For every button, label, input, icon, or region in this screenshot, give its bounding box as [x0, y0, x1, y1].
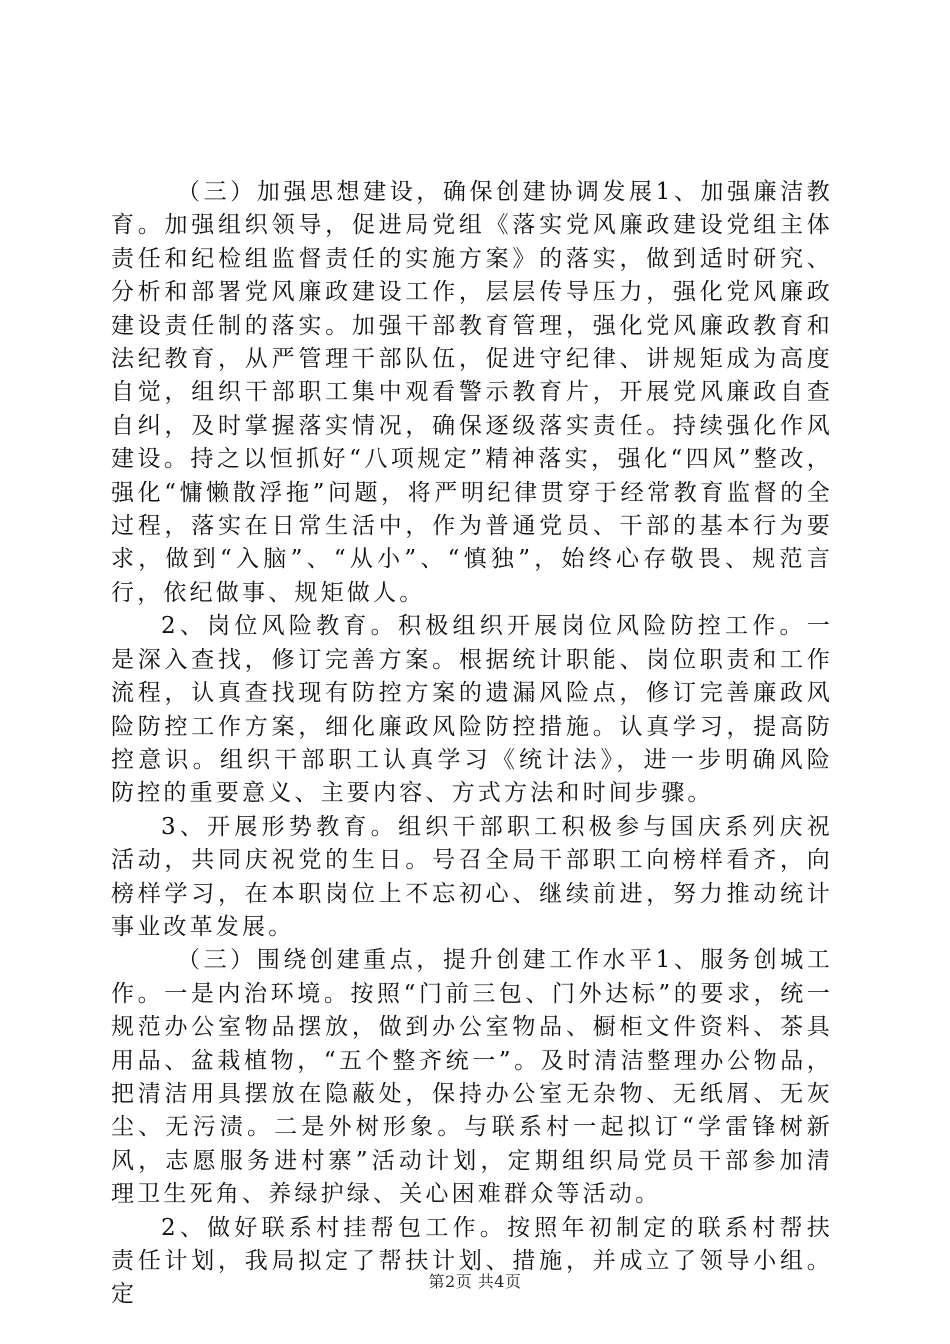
page-number-footer: 第2页 共4页 [428, 1272, 522, 1291]
paragraph-creation-focus: （三）围绕创建重点，提升创建工作水平1、服务创城工作。一是内治环境。按照“门前三包、门外达标”的要求，统一规范办公室物品摆放，做到办公室物品、橱柜文件资料、茶具用品、盆栽植物，“五个整齐统一”。及时清洁整理办公物品，把清洁用具摆放在隐蔽处，保持办公室无杂物、无纸屑、无灰尘、无污渍。二是外树形象。与联系村一起拟订“学雷锋树新风，志愿服务进村寨”活动计划，定期组织局党员干部参加清理卫生死角、养绿护绿、关心困难群众等活动。 [111, 947, 833, 1208]
paragraph-village-support: 2、做好联系村挂帮包工作。按照年初制定的联系村帮扶责任计划，我局拟定了帮扶计划、措施，并成立了领导小组。定 [111, 1214, 833, 1308]
paragraph-situation-education: 3、开展形势教育。组织干部职工积极参与国庆系列庆祝活动，共同庆祝党的生日。号召全局干部职工向榜样看齐，向榜样学习，在本职岗位上不忘初心、继续前进，努力推动统计事业改革发展。 [111, 813, 833, 940]
paragraph-post-risk-education: 2、岗位风险教育。积极组织开展岗位风险防控工作。一是深入查找，修订完善方案。根据统计职能、岗位职责和工作流程，认真查找现有防控方案的遗漏风险点，修订完善廉政风险防控工作方案，细化廉政风险防控措施。认真学习，提高防控意识。组织干部职工认真学习《统计法》，进一步明确风险防控的重要意义、主要内容、方式方法和时间步骤。 [111, 613, 833, 807]
document-body [111, 176, 833, 1312]
paragraph-ideological-building: （三）加强思想建设，确保创建协调发展1、加强廉洁教育。加强组织领导，促进局党组《落实党风廉政建设党组主体责任和纪检组监督责任的实施方案》的落实，做到适时研究、分析和部署党风廉政建设工作，层层传导压力，强化党风廉政建设责任制的落实。加强干部教育管理，强化党风廉政教育和法纪教育，从严管理干部队伍，促进守纪律、讲规矩成为高度自觉，组织干部职工集中观看警示教育片，开展党风廉政自查自纠，及时掌握落实情况，确保逐级落实责任。持续强化作风建设。持之以恒抓好“八项规定”精神落实，强化“四风”整改，强化“慵懒散浮拖”问题，将严明纪律贯穿于经常教育监督的全过程，落实在日常生活中，作为普通党员、干部的基本行为要求，做到“入脑”、“从小”、“慎独”，始终心存敬畏、规范言行，依纪做事、规矩做人。 [111, 179, 833, 606]
